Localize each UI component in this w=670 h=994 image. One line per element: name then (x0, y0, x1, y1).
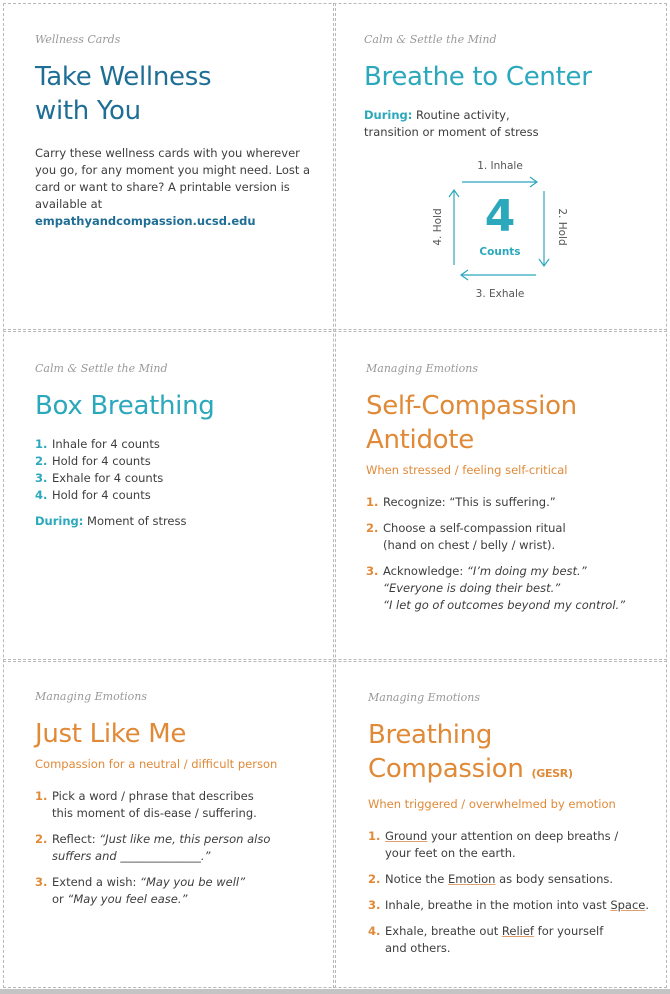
list-item: 2. Reflect: “Just like me, this person also suffers and ______________.” (35, 832, 271, 863)
card-breathing-compassion (368, 691, 663, 957)
card-label: Calm & Settle the Mind (35, 362, 168, 375)
count-number: 4 (484, 191, 516, 242)
during-label: During: (364, 108, 413, 122)
card-title (366, 389, 661, 457)
card-breathe-to-center (364, 33, 659, 141)
list-item: 1. Inhale for 4 counts (35, 437, 160, 451)
card-label: Managing Emotions (368, 691, 481, 704)
steps-list (35, 788, 325, 908)
list-item: 1. Ground your attention on deep breaths / your feet on the earth. (368, 829, 619, 860)
card-title: Box Breathing (35, 391, 215, 421)
website-link[interactable]: empathyandcompassion.ucsd.edu (35, 214, 256, 228)
card-title (35, 60, 325, 128)
during-line (364, 107, 559, 141)
card-just-like-me (35, 690, 325, 908)
card-label: Wellness Cards (35, 33, 121, 46)
card-title (368, 718, 663, 791)
steps-list (368, 828, 663, 957)
diagram-right-label: 2. Hold (556, 208, 568, 246)
card-subtitle: When stressed / feeling self-critical (366, 463, 568, 477)
title-line-1: Breathing (368, 720, 493, 750)
during-line (35, 513, 325, 530)
card-body (35, 145, 315, 230)
during-text: Routine activity, transition or moment of stress (364, 108, 539, 139)
vertical-cut-line (333, 3, 336, 988)
title-line-2: Antidote (366, 425, 474, 455)
breathing-diagram (420, 155, 580, 305)
diagram-top-label: 1. Inhale (477, 160, 523, 172)
list-item: 4. Hold for 4 counts (35, 488, 151, 502)
during-text: Moment of stress (87, 514, 187, 528)
card-label: Managing Emotions (366, 362, 479, 375)
diagram-bottom-label: 3. Exhale (475, 288, 525, 300)
list-item: 1. Pick a word / phrase that describes this moment of dis-ease / suffering. (35, 789, 257, 820)
page-bottom-edge (0, 989, 670, 994)
list-item: 3. Exhale for 4 counts (35, 471, 164, 485)
horizontal-cut-line-2 (3, 659, 667, 662)
diagram-left-label: 4. Hold (432, 208, 444, 246)
card-title: Breathe to Center (364, 62, 592, 92)
list-item: 3. Inhale, breathe in the motion into vast Space. (368, 898, 650, 912)
count-label: Counts (479, 246, 521, 258)
list-item: 2. Notice the Emotion as body sensations. (368, 872, 613, 886)
steps-list (366, 494, 661, 614)
title-tag: (GESR) (531, 767, 573, 780)
horizontal-cut-line-1 (3, 329, 667, 332)
card-title: Just Like Me (35, 719, 187, 749)
list-item: 2. Hold for 4 counts (35, 454, 151, 468)
list-item: 4. Exhale, breathe out Relief for yourself and others. (368, 924, 604, 955)
card-subtitle: When triggered / overwhelmed by emotion (368, 797, 616, 811)
card-box-breathing (35, 362, 325, 530)
list-item: 1. Recognize: “This is suffering.” (366, 495, 556, 509)
title-line-1: Take Wellness (35, 62, 212, 92)
card-take-wellness (35, 33, 325, 230)
title-line-1: Self-Compassion (366, 391, 577, 421)
title-line-2: Compassion (GESR) (368, 754, 573, 784)
steps-list (35, 436, 325, 504)
list-item: 2. Choose a self-compassion ritual (hand on chest / belly / wrist). (366, 521, 566, 552)
card-body-text: Carry these wellness cards with you wherever you go, for any moment you might need. Lost a card or want to share? A printable version is available at (35, 146, 311, 211)
title-line-2: with You (35, 96, 141, 126)
card-self-compassion-antidote (366, 362, 661, 614)
list-item: 3. Extend a wish: “May you be well” or “May you feel ease.” (35, 875, 246, 906)
card-label: Managing Emotions (35, 690, 148, 703)
list-item: 3. Acknowledge: “I’m doing my best.” “Everyone is doing their best.” “I let go of outcomes beyond my control.” (366, 564, 626, 612)
card-label: Calm & Settle the Mind (364, 33, 497, 46)
during-label: During: (35, 514, 84, 528)
card-subtitle: Compassion for a neutral / difficult person (35, 757, 278, 771)
